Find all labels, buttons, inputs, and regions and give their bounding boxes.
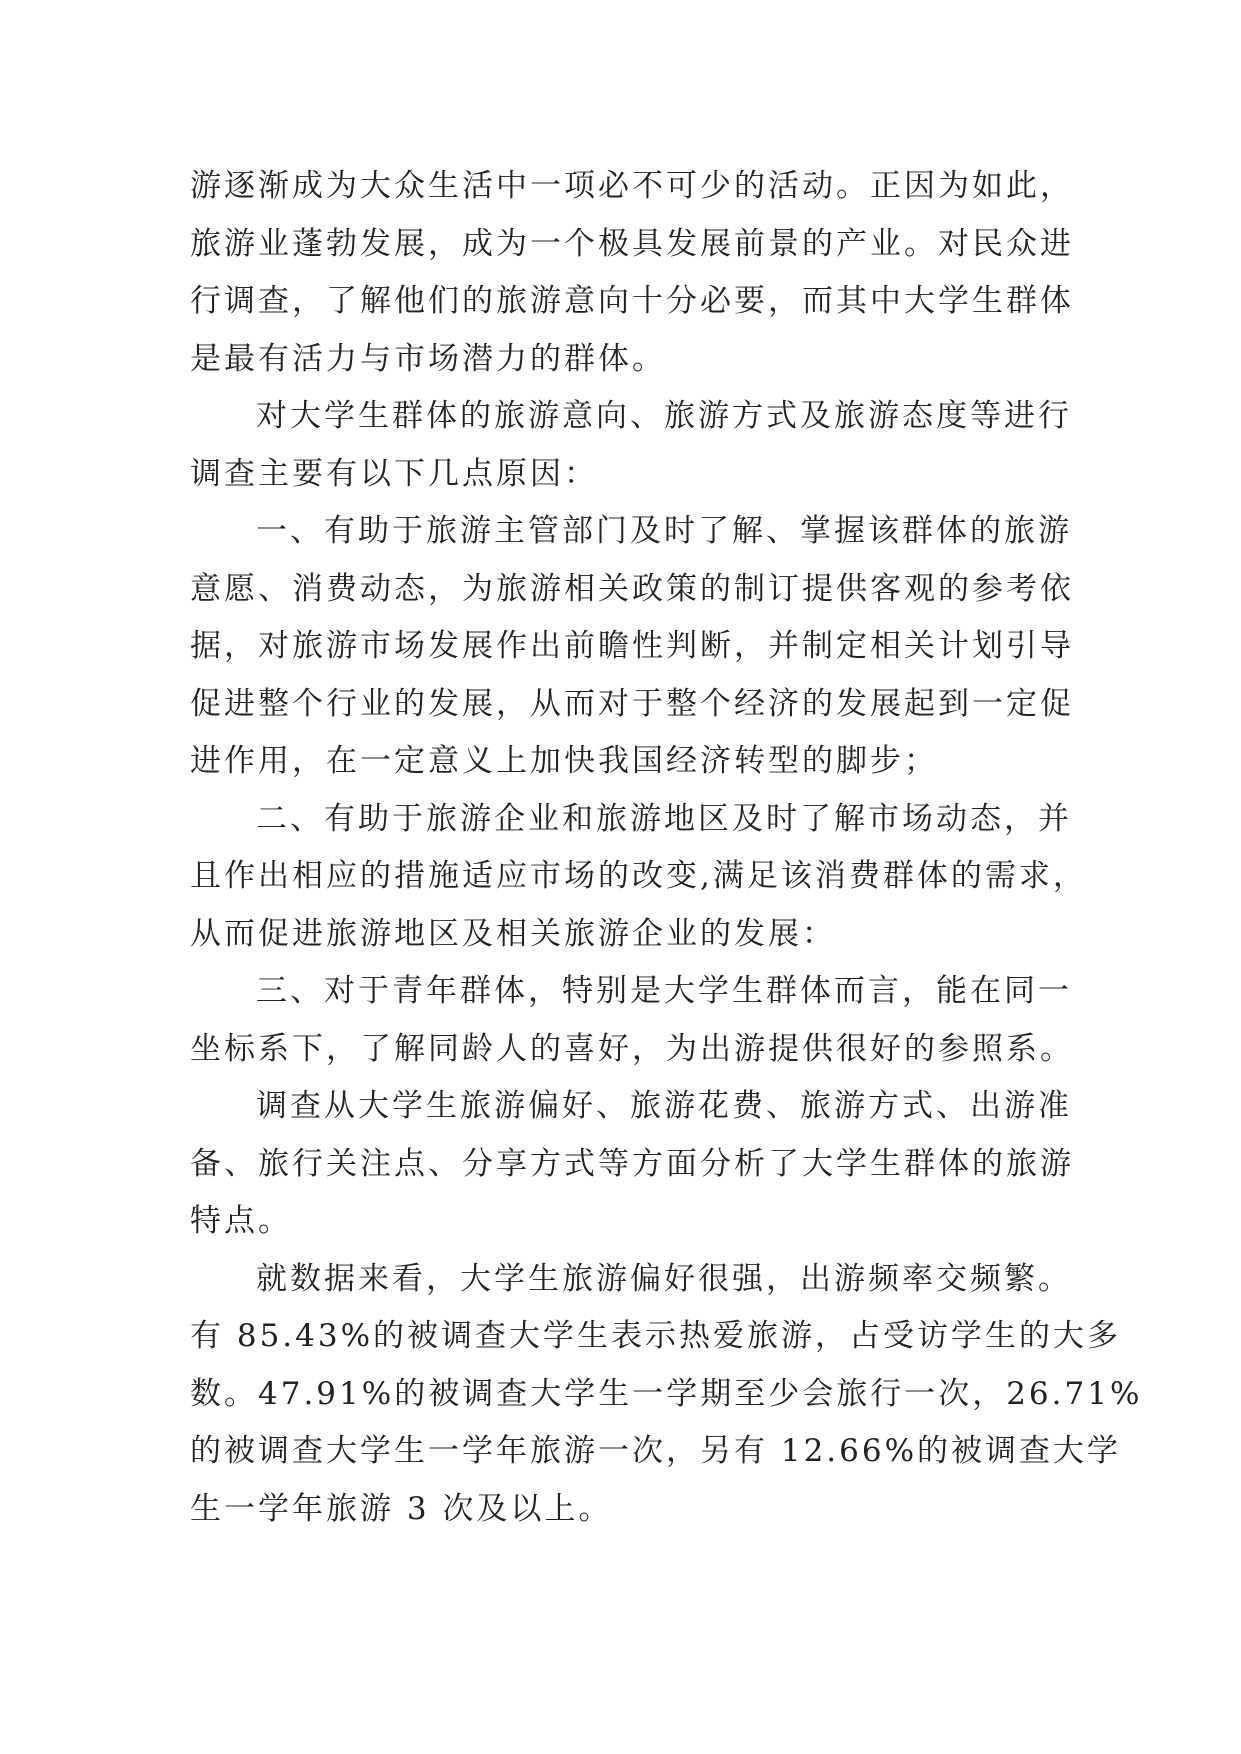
text-line: 旅游业蓬勃发展，成为一个极具发展前景的产业。对民众进 [190, 225, 1074, 262]
text-line: 坐标系下，了解同龄人的喜好，为出游提供很好的参照系。 [190, 1030, 1074, 1067]
text-line: 备、旅行关注点、分享方式等方面分析了大学生群体的旅游 [190, 1145, 1074, 1182]
text-line: 从而促进旅游地区及相关旅游企业的发展： [190, 915, 836, 952]
text-line: 据，对旅游市场发展作出前瞻性判断，并制定相关计划引导 [190, 628, 1074, 664]
text-line: 调查主要有以下几点原因： [190, 455, 598, 492]
paragraph-start-line: 二、有助于旅游企业和旅游地区及时了解市场动态，并 [256, 800, 1072, 837]
text-line: 游逐渐成为大众生活中一项必不可少的活动。正因为如此， [190, 168, 1074, 204]
text-line: 有 85.43%的被调查大学生表示热爱旅游，占受访学生的大多 [190, 1318, 1122, 1354]
text-line: 行调查，了解他们的旅游意向十分必要，而其中大学生群体 [190, 283, 1074, 319]
paragraph-start-line: 就数据来看，大学生旅游偏好很强，出游频率交频繁。 [256, 1260, 1072, 1297]
text-line: 特点。 [190, 1203, 292, 1239]
paragraph-start-line: 对大学生群体的旅游意向、旅游方式及旅游态度等进行 [256, 398, 1072, 434]
text-line: 是最有活力与市场潜力的群体。 [190, 340, 666, 377]
body-text [190, 158, 1143, 1538]
text-line: 数。47.91%的被调查大学生一学期至少会旅行一次，26.71% [190, 1375, 1143, 1412]
text-line: 进作用，在一定意义上加快我国经济转型的脚步； [190, 743, 938, 779]
paragraph-start-line: 调查从大学生旅游偏好、旅游花费、旅游方式、出游准 [256, 1088, 1072, 1124]
paragraph-start-line: 一、有助于旅游主管部门及时了解、掌握该群体的旅游 [256, 513, 1072, 549]
text-line: 生一学年旅游 3 次及以上。 [190, 1490, 613, 1527]
paragraph-start-line: 三、对于青年群体，特别是大学生群体而言，能在同一 [256, 973, 1072, 1009]
text-line: 意愿、消费动态，为旅游相关政策的制订提供客观的参考依 [190, 570, 1074, 607]
text-line: 且作出相应的措施适应市场的改变,满足该消费群体的需求， [190, 858, 1087, 894]
text-line: 促进整个行业的发展，从而对于整个经济的发展起到一定促 [190, 685, 1074, 722]
text-line: 的被调查大学生一学年旅游一次，另有 12.66%的被调查大学 [190, 1433, 1122, 1469]
